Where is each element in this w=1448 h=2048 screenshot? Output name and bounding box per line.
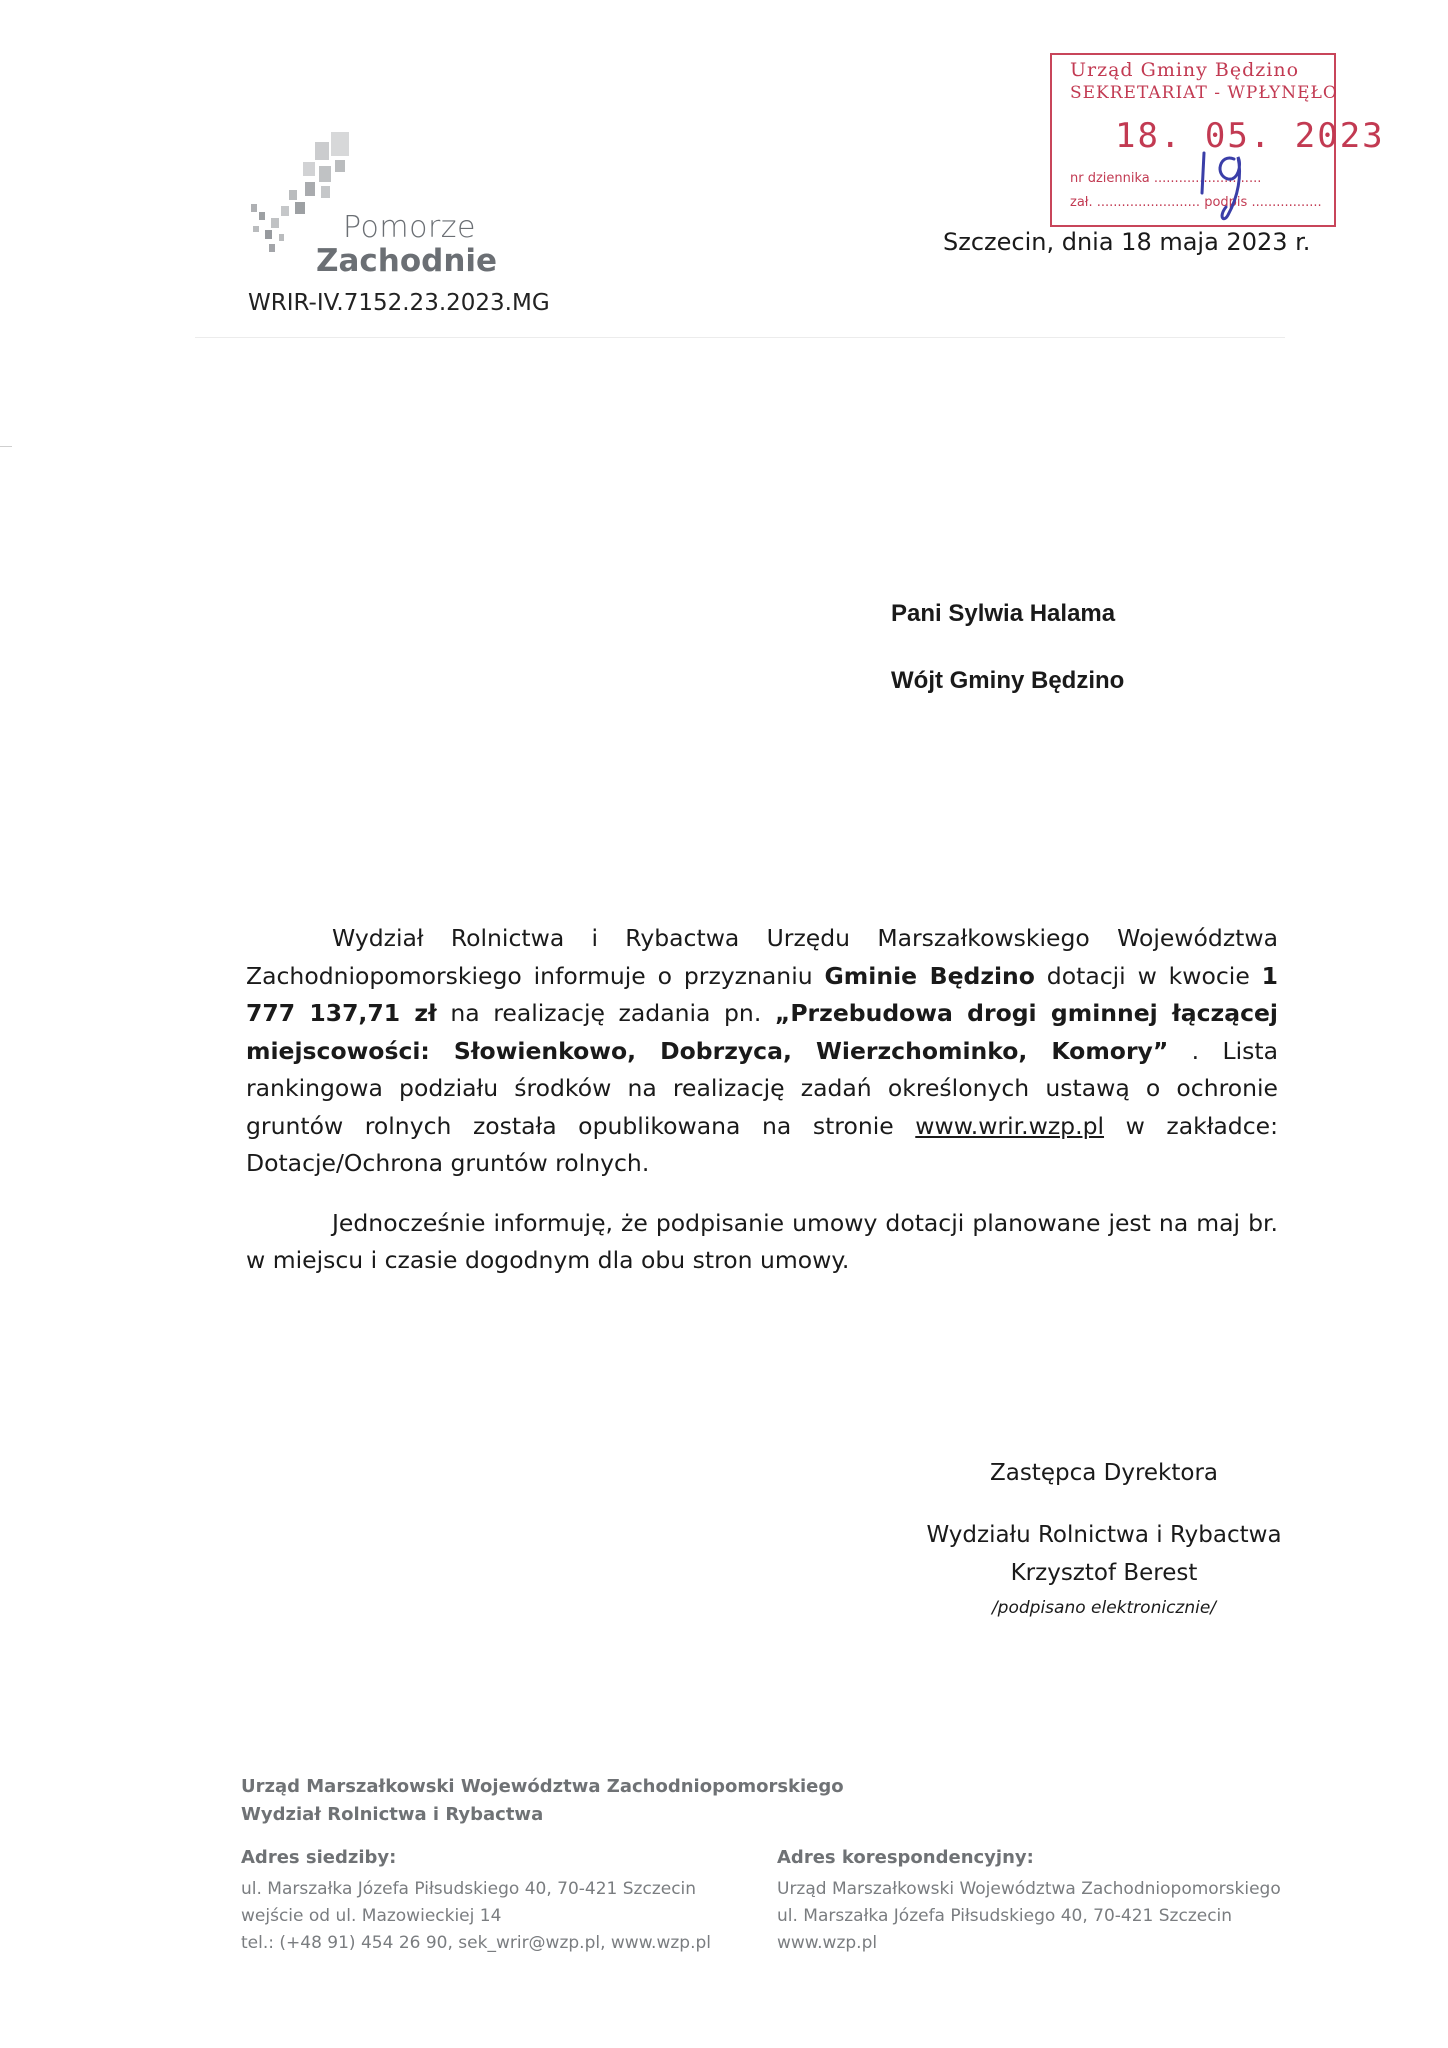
stamp-attachments-label: zał.: [1070, 195, 1093, 210]
body-bold-recipient: Gminie Będzino: [824, 961, 1035, 990]
place-and-date: Szczecin, dnia 18 maja 2023 r.: [943, 228, 1311, 256]
body-paragraph-1: [246, 920, 1278, 1183]
body-paragraph-2: Jednocześnie informuję, że podpisanie umowy dotacji planowane jest na maj br. w miejscu i czasie dogodnym dla obu stron umowy.: [246, 1208, 1278, 1274]
stamp-journal-line: nr dziennika ..........................: [1070, 171, 1262, 186]
correspondence-website: www.wzp.pl: [777, 1933, 878, 1953]
logo-text-pomorze: Pomorze: [343, 210, 476, 245]
footer-office-name: Urząd Marszałkowski Województwa Zachodniopomorskiego: [241, 1776, 844, 1797]
body-bold-task-name: „Przebudowa drogi gminnej łączącej miejscowości: Słowienkowo, Dobrzyca, Wierzchominko, Komory”: [246, 999, 1278, 1065]
reference-number: WRIR-IV.7152.23.2023.MG: [248, 290, 550, 316]
stamp-attachments-line: zał. ......................... podpis .................: [1070, 195, 1322, 210]
electronic-signature-note: /podpisano elektronicznie/: [991, 1598, 1217, 1618]
stamp-date: 18. 05. 2023: [1115, 116, 1385, 156]
body-text: Wydział Rolnictwa i Rybactwa Urzędu Marszałkowskiego Województwa Zachodniopomorskiego informuje o przyznaniu: [246, 924, 1278, 990]
received-stamp: [1050, 53, 1385, 227]
pomorze-zachodnie-logo-icon: [245, 130, 355, 255]
stamp-signature-label: podpis: [1204, 195, 1248, 210]
seat-line: wejście od ul. Mazowieckiej 14: [241, 1906, 502, 1926]
stamp-journal-label: nr dziennika: [1070, 171, 1150, 186]
body-text: na realizację zadania pn.: [436, 999, 775, 1027]
body-text: w zakładce: Dotacje/Ochrona gruntów rolnych.: [246, 1111, 1278, 1177]
footer-seat-address: [241, 1847, 711, 1957]
stamp-received-label: SEKRETARIAT - WPŁYNĘŁO: [1070, 83, 1338, 103]
signatory-name: Krzysztof Berest: [1010, 1560, 1198, 1586]
website-link[interactable]: www.wrir.wzp.pl: [915, 1111, 1105, 1140]
seat-line: ul. Marszałka Józefa Piłsudskiego 40, 70-421 Szczecin: [241, 1879, 697, 1899]
correspondence-heading: Adres korespondencyjny:: [777, 1847, 1034, 1868]
signatory-department: Wydziału Rolnictwa i Rybactwa: [926, 1522, 1282, 1548]
header-divider: [195, 337, 1285, 338]
correspondence-line: Urząd Marszałkowski Województwa Zachodniopomorskiego: [777, 1879, 1281, 1899]
letter-body: [246, 920, 1278, 1280]
seat-heading: Adres siedziby:: [241, 1847, 397, 1868]
signatory-role: Zastępca Dyrektora: [989, 1460, 1219, 1486]
addressee-title: Wójt Gminy Będzino: [891, 667, 1125, 694]
addressee-name: Pani Sylwia Halama: [891, 600, 1116, 627]
body-text: . Lista rankingowa podziału środków na realizację zadań określonych ustawą o ochronie gruntów rolnych została opublikowana na stronie: [246, 1036, 1278, 1140]
body-text: dotacji w kwocie: [1034, 961, 1262, 990]
seat-contact-line: tel.: (+48 91) 454 26 90, sek_wrir@wzp.pl, www.wzp.pl: [241, 1933, 711, 1953]
body-bold-amount: 1 777 137,71 zł: [246, 961, 1279, 1027]
stamp-office: Urząd Gminy Będzino: [1070, 59, 1300, 81]
handwritten-number-icon: [1192, 145, 1262, 225]
fold-mark: [0, 446, 12, 447]
correspondence-line: ul. Marszałka Józefa Piłsudskiego 40, 70-421 Szczecin: [777, 1906, 1233, 1926]
footer-department-name: Wydział Rolnictwa i Rybactwa: [241, 1804, 544, 1825]
footer-correspondence-address: [777, 1847, 1281, 1957]
logo-text-zachodnie: Zachodnie: [316, 243, 498, 279]
